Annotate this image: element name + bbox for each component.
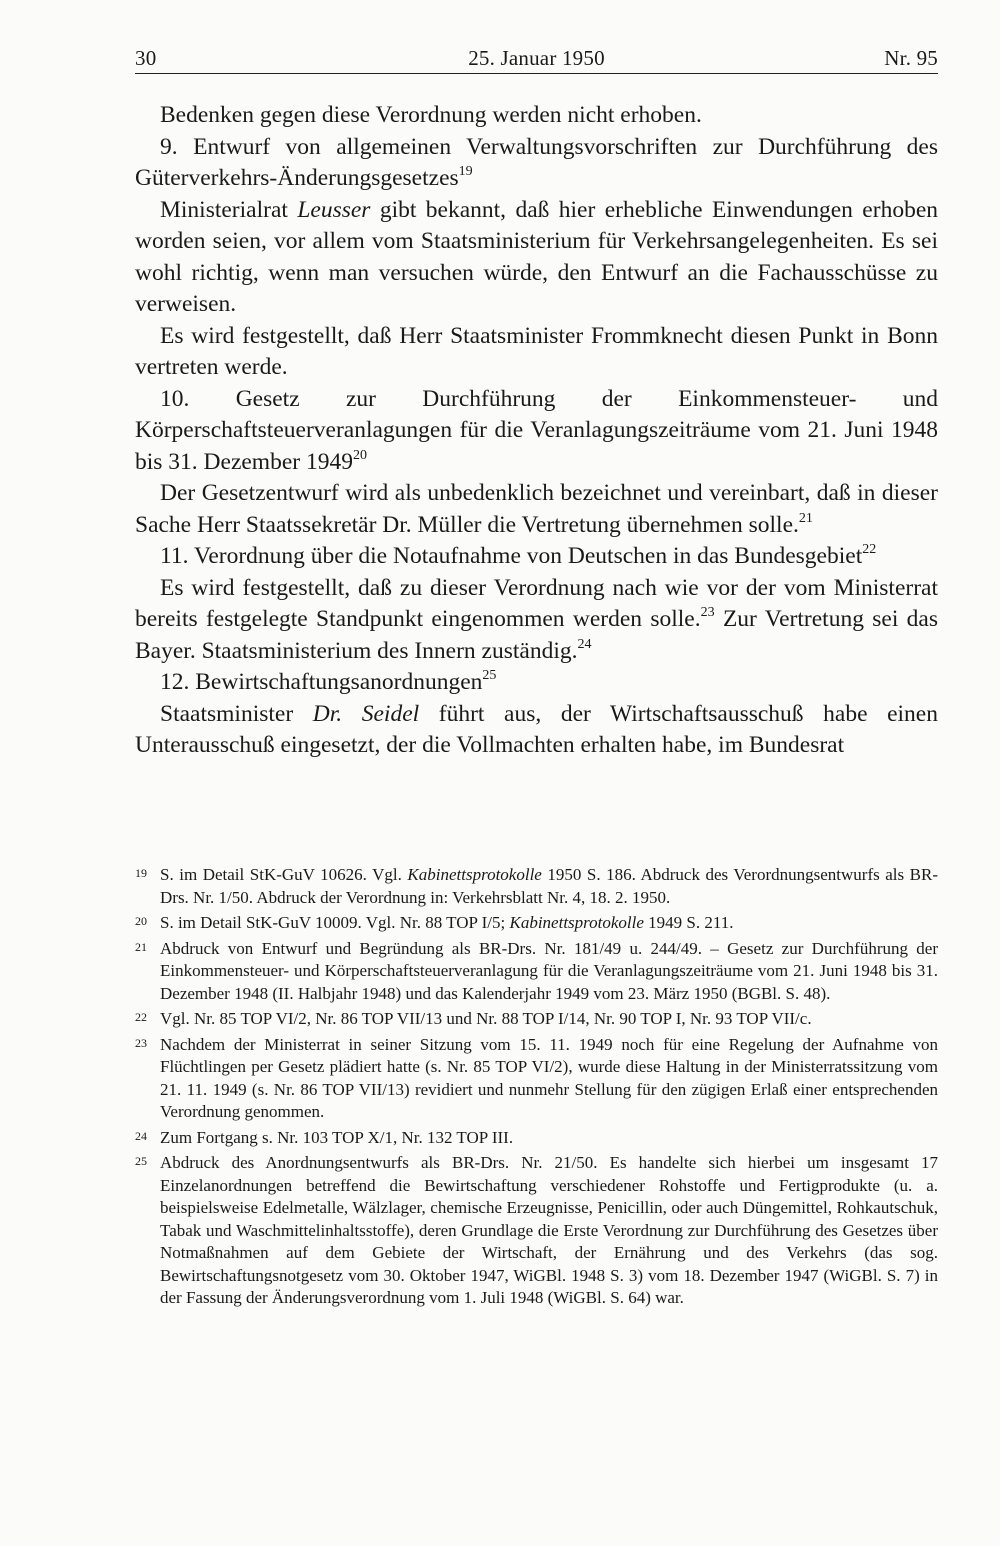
footnote-ref[interactable]: 22 (862, 542, 877, 557)
footnote-number: 23 (135, 1035, 147, 1050)
footnote-number: 25 (135, 1154, 147, 1168)
footnote: 20 S. im Detail StK-GuV 10009. Vgl. Nr. 88 TOP I/5; Kabinettsprotokolle 1949 S. 211. (135, 912, 938, 935)
person-name: Dr. Seidel (312, 700, 420, 727)
paragraph: Staatsminister Dr. Seidel führt aus, der Wirtschaftsausschuß habe einen Unterausschuß eingesetzt, der die Vollmachten erhalten habe, im Bundesrat (135, 700, 938, 758)
footnote-number: 22 (135, 1010, 147, 1024)
footnote-ref[interactable]: 20 (352, 447, 367, 463)
footnote: 21 Abdruck von Entwurf und Begründung als BR-Drs. Nr. 181/49 u. 244/49. – Gesetz zur Durchführung der Einkommensteuer- und Körperschaftsteuerveranlagung für die Veranlagungszeiträume vom 21. Juni 1948 bis 31. Dezember 1948 (II. Halbjahr 1948) und das Kalenderjahr 1949 vom 23. März 1950 (BGBl. S. 48). (135, 938, 938, 1006)
agenda-item-9: 9. Entwurf von allgemeinen Verwaltungsvorschriften zur Durchführung des Güterverkehrs-Änderungsgesetzes$^{19}$ (135, 133, 938, 191)
paragraph: Bedenken gegen diese Verordnung werden nicht erhoben. (160, 102, 702, 128)
agenda-item-10: 10. Gesetz zur Durchführung der Einkommensteuer- und Körperschaftsteuerveranlagungen für die Veranlagungszeiträume vom 21. Juni 1948 bis 31. Dezember 1949$^{20}$ (135, 385, 938, 475)
agenda-item-12: 12. Bewirtschaftungsanordnungen$^{25}$ (160, 668, 497, 695)
footnotes (135, 864, 938, 1313)
footnote-ref[interactable]: 25 (482, 668, 497, 683)
header-date: 25. Januar 1950 (468, 46, 605, 70)
footnote: 24 Zum Fortgang s. Nr. 103 TOP X/1, Nr. 132 TOP III. (135, 1127, 938, 1150)
header-issue-number: Nr. 95 (884, 46, 938, 70)
paragraph: Der Gesetzentwurf wird als unbedenklich bezeichnet und vereinbart, daß in dieser Sache Herr Staatssekretär Dr. Müller die Vertretung übernehmen solle.$^{21}$ (135, 480, 938, 538)
paragraph: Es wird festgestellt, daß zu dieser Verordnung nach wie vor der vom Ministerrat bereits festgelegte Standpunkt eingenommen werden solle.$^{23}$ Zur Vertretung sei das Bayer. Staatsministerium des Innern zuständig.$^{24}$ (135, 574, 939, 664)
footnote-number: 24 (135, 1128, 147, 1143)
page-number: 30 (135, 46, 157, 70)
footnote-number: 19 (135, 866, 147, 880)
paragraph: Ministerialrat Leusser gibt bekannt, daß hier erhebliche Einwendungen erhoben worden seien, vor allem vom Staatsministerium für Verkehrsangelegenheiten. Es sei wohl richtig, wenn man versuchen würde, den Entwurf an die Fachausschüsse zu verweisen. (135, 196, 938, 317)
footnote: 25 Abdruck des Anordnungsentwurfs als BR-Drs. Nr. 21/50. Es handelte sich hierbei um insgesamt 17 Einzelanordnungen betreffend die Bewirtschaftung verschiedener Rohstoffe und Fertigprodukte (u. a. beispielsweise Edelmetalle, Wälzlager, chemische Erzeugnisse, Penicillin, oder auch Düngemittel, Rohkautschuk, Tabak und Waschmittelinhaltsstoffe), deren Grundlage die Erste Verordnung zur Durchführung des Gesetzes über Notmaßnahmen auf dem Gebiete der Wirtschaft, der Ernährung und des Verkehrs (das sog. Bewirtschaftungsnotgesetz vom 30. Oktober 1947, WiGBl. 1948 S. 3) vom 18. Dezember 1947 (WiGBl. S. 7) in der Fassung der Änderungsverordnung vom 1. Juli 1948 (WiGBl. S. 64) war. (135, 1152, 938, 1310)
footnote-number: 20 (135, 914, 147, 928)
person-name: Leusser (297, 196, 371, 223)
agenda-item-11: 11. Verordnung über die Notaufnahme von Deutschen in das Bundesgebiet$^{22}$ (160, 542, 877, 569)
footnote: 23 Nachdem der Ministerrat in seiner Sitzung vom 15. 11. 1949 noch für eine Regelung der Aufnahme von Flüchtlingen per Gesetz plädiert hatte (s. Nr. 85 TOP VI/2), wurde diese Haltung in der Ministerratssitzung vom 21. 11. 1949 (s. Nr. 86 TOP VII/13) revidiert und nunmehr Stellung für den zügigen Erlaß einer entsprechenden Verordnung genommen. (135, 1034, 938, 1124)
header-rule (135, 73, 938, 74)
main-text (135, 100, 938, 762)
footnote-number: 21 (135, 939, 147, 954)
footnote: 22 Vgl. Nr. 85 TOP VI/2, Nr. 86 TOP VII/13 und Nr. 88 TOP I/14, Nr. 90 TOP I, Nr. 93 TOP VII/c. (135, 1008, 938, 1031)
footnote-ref[interactable]: 21 (798, 510, 813, 526)
footnote-ref[interactable]: 23 (700, 605, 715, 620)
footnote-ref[interactable]: 19 (458, 164, 473, 179)
paragraph: Es wird festgestellt, daß Herr Staatsminister Frommknecht diesen Punkt in Bonn vertreten werde. (135, 322, 938, 380)
footnote: 19 S. im Detail StK-GuV 10626. Vgl. Kabinettsprotokolle 1950 S. 186. Abdruck des Verordnungsentwurfs als BR-Drs. Nr. 1/50. Abdruck der Verordnung in: Verkehrsblatt Nr. 4, 18. 2. 1950. (135, 864, 938, 909)
footnote-ref[interactable]: 24 (577, 636, 592, 652)
running-header (135, 42, 938, 74)
